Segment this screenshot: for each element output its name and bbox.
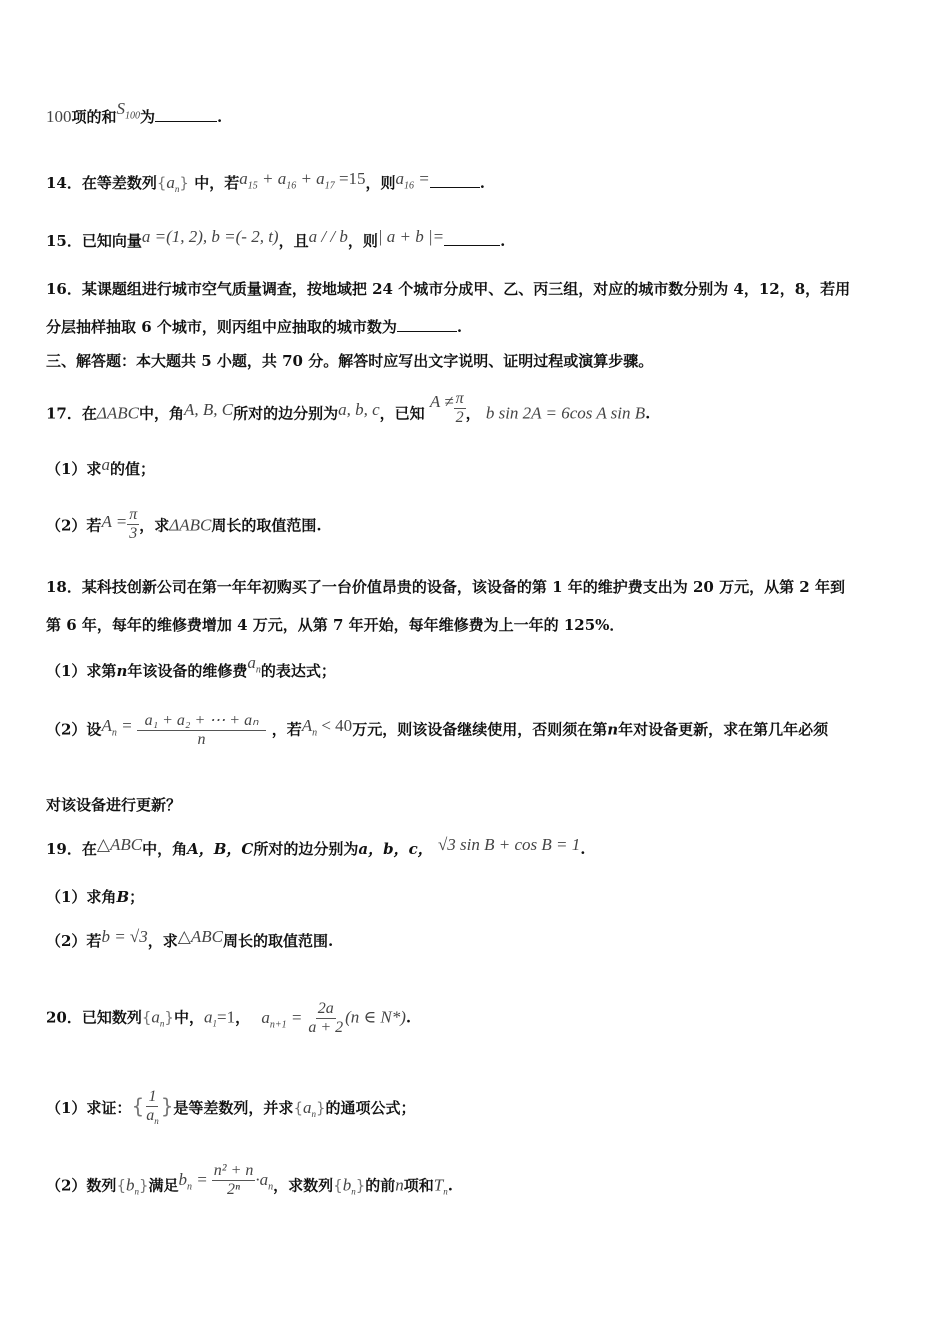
q19-part2: （2）若b = √3，求△ABC周长的取值范围. — [46, 927, 334, 950]
q18-line2: 第 6 年，每年的维修费增加 4 万元，从第 7 年开始，每年维修费为上一年的 125%． — [46, 616, 625, 634]
answer-blank[interactable] — [155, 107, 217, 122]
q18-part2: （2）设$A_n$ = $\frac{\text{a₁ + a₂ + ⋯ + aₙ}}{n}$ ，若$A_n < 40$万元，则该设备继续使用，否则须在第n年对设备更新，求在第几年必须 — [46, 712, 829, 748]
q13-line: 100项的和$S_{100}$为 . — [46, 99, 223, 126]
answer-blank[interactable] — [397, 317, 457, 332]
q18-line1: 18．某科技创新公司在第一年年初购买了一台价值昂贵的设备，该设备的第 1 年的维护费支出为 20 万元，从第 2 年到 — [46, 578, 845, 596]
q19-line: 19．在△ABC中，角A，B，C所对的边分别为a，b，c， √3 sin B + cos B = 1. — [46, 835, 586, 858]
q15-line: 15．已知向量a =(1, 2), b =(- 2, t)，且a / / b，则| a + b |= . — [46, 227, 506, 250]
answer-blank[interactable] — [430, 173, 480, 188]
q17-line: 17．在ΔABC中，角A, B, C所对的边分别为a, b, c，已知 A ≠ $\frac{\pi}{2}$ ， b sin 2A = 6cos A sin B. — [46, 390, 651, 426]
q19-part1: （1）求角B； — [46, 888, 145, 906]
q14-line: 14．在等差数列$\{a_n\}$ 中，若$a_{15} + a_{16} + a_{17} =15$，则$a_{16}$ = . — [46, 169, 486, 194]
q18-line-last: 对该设备进行更新？ — [46, 796, 182, 814]
q20-line: 20．已知数列$\{a_n\}$中，$a_1=1$， $a_{n+1}$ = $\frac{2a}{a + 2}$ (n ∈ N*). — [46, 1000, 412, 1036]
q17-part2: （2）若A = $\frac{\pi}{3}$ ，求ΔABC周长的取值范围. — [46, 506, 322, 542]
q17-part1: （1）求a的值； — [46, 455, 155, 478]
q16-line2: 分层抽样抽取 6 个城市，则丙组中应抽取的城市数为 . — [46, 318, 463, 336]
section-heading: 三、解答题：本大题共 5 小题，共 70 分。解答时应写出文字说明、证明过程或演算步骤。 — [46, 352, 654, 370]
q13-num: 100 — [46, 107, 72, 126]
answer-blank[interactable] — [444, 231, 500, 246]
q18-part1: （1）求第n年该设备的维修费$a_n$的表达式； — [46, 653, 336, 680]
q20-part2: （2）数列$\{b_n\}$满足$b_n$ = $\frac{\text{n² + n}}{\text{2ⁿ}}$ $\cdot a_n$，求数列$\{b_n\}$的前n项和$T_n$. — [46, 1162, 453, 1198]
q16-line1: 16．某课题组进行城市空气质量调查，按地域把 24 个城市分成甲、乙、丙三组，对应的城市数分别为 4，12，8，若用 — [46, 280, 851, 298]
q20-part1: （1）求证：{ $\frac{1}{a_n}$ }是等差数列，并求$\{a_n\}$的通项公式； — [46, 1088, 416, 1127]
